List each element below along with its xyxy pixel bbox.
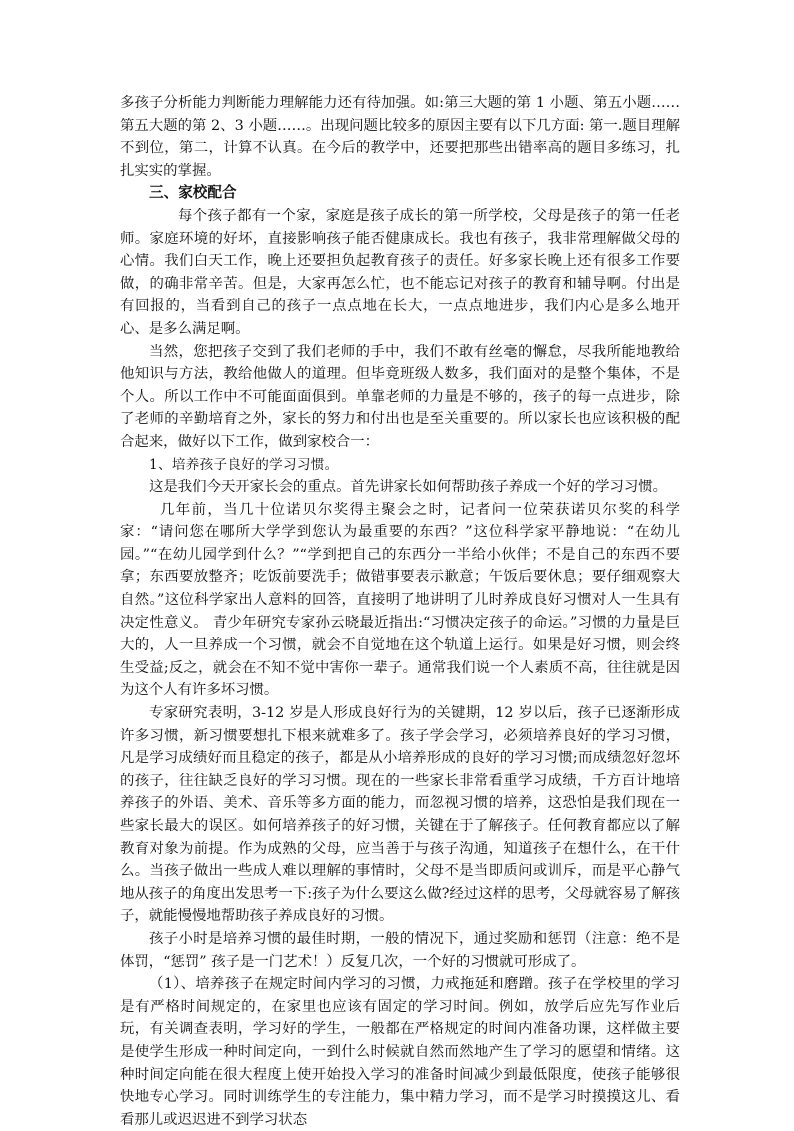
paragraph-meeting-focus: 这是我们今天开家长会的重点。首先讲家长如何帮助孩子养成一个好的学习习惯。 (149, 479, 668, 496)
paragraph-best-period: 孩子小时是培养习惯的最佳时期，一般的情况下，通过奖励和惩罚（注意：绝不是体罚，“惩罚” 孩子是一门艺术！）反复几次，一个好的习惯就可形成了。 (120, 930, 680, 970)
paragraph-nobel-story: 几年前，当几十位诺贝尔奖得主聚会之时，记者问一位荣获诺贝尔奖的科学家：“请问您在哪所大学学到您认为最重要的东西？”这位科学家平静地说：“在幼儿园。”“在幼儿园学到什么？”“学到把自己的东西分一半给小伙伴；不是自己的东西不要拿；东西要放整齐；吃饭前要洗手；做错事要表示歉意；午饭后要休息；要仔细观察大自然。”这位科学家出人意料的回答，直接明了地讲明了儿时养成良好习惯对人一生具有决定性意义。 青少年研究专家孙云晓最近指出:“习惯决定孩子的命运。”习惯的力量是巨大的，人一旦养成一个习惯，就会不自觉地在这个轨道上运行。如果是好习惯，则会终生受益;反之，就会在不知不觉中害你一辈子。通常我们说一个人素质不高，往往就是因为这个人有许多坏习惯。 (120, 501, 680, 699)
subheading-study-habits: 1、培养孩子良好的学习习惯。 (149, 456, 339, 473)
section-heading-home-school: 三、家校配合 (149, 184, 237, 202)
paragraph-analysis-summary: 多孩子分析能力判断能力理解能力还有待加强。如:第三大题的第 1 小题、第五小题……第五大题的第 2、3 小题……。出现问题比较多的原因主要有以下几方面: 第一.题目理解不到位，第二，计算不认真。在今后的教学中，还要把那些出错率高的题目多练习，扎扎实实的掌握。 (120, 95, 680, 179)
document-body (120, 92, 680, 1131)
paragraph-expert-research: 专家研究表明，3-12 岁是人形成良好行为的关键期，12 岁以后，孩子已逐渐形成许多习惯，新习惯要想扎下根来就难多了。孩子学会学习，必须培养良好的学习习惯，凡是学习成绩好而且稳定的孩子，都是从小培养形成的良好的学习习惯;而成绩忽好忽坏的孩子，往往缺乏良好的学习习惯。现在的一些家长非常看重学习成绩，千方百计地培养孩子的外语、美术、音乐等多方面的能力，而忽视习惯的培养，这恐怕是我们现在一些家长最大的误区。如何培养孩子的好习惯，关键在于了解孩子。任何教育都应以了解教育对象为前提。作为成熟的父母，应当善于与孩子沟通，知道孩子在想什么，在干什么。当孩子做出一些成人难以理解的事情时，父母不是当即质问或训斥，而是平心静气地从孩子的角度出发思考一下:孩子为什么要这么做?经过这样的思考，父母就容易了解孩子，就能慢慢地帮助孩子养成良好的习惯。 (120, 705, 680, 925)
paragraph-time-habit: （1）、培养孩子在规定时间内学习的习惯，力戒拖延和磨蹭。孩子在学校里的学习是有严格时间规定的，在家里也应该有固定的学习时间。例如，放学后应先写作业后玩，有关调查表明，学习好的学生，一般都在严格规定的时间内准备功课，这样做主要是使学生形成一种时间定向，一到什么时候就自然而然地产生了学习的愿望和情绪。这种时间定向能在很大程度上使开始投入学习的准备时间减少到最低限度，使孩子能够很快地专心学习。同时训练学生的专注能力，集中精力学习，而不是学习时摸摸这儿、看看那儿或迟迟进不到学习状态 (120, 976, 680, 1128)
paragraph-teacher-parent-cooperation: 当然，您把孩子交到了我们老师的手中，我们不敢有丝毫的懈怠，尽我所能地教给他知识与方法，教给他做人的道理。但毕竟班级人数多，我们面对的是整个集体，不是个人。所以工作中不可能面面俱到。单靠老师的力量是不够的，孩子的每一点进步，除了老师的辛勤培育之外，家长的努力和付出也是至关重要的。所以家长也应该积极的配合起来，做好以下工作，做到家校合一： (120, 343, 680, 450)
paragraph-family-role: 每个孩子都有一个家，家庭是孩子成长的第一所学校，父母是孩子的第一任老师。家庭环境的好坏，直接影响孩子能否健康成长。我也有孩子，我非常理解做父母的心情。我们白天工作，晚上还要担负起教育孩子的责任。好多家长晚上还有很多工作要做，的确非常辛苦。但是，大家再怎么忙，也不能忘记对孩子的教育和辅导啊。付出是有回报的，当看到自己的孩子一点点地在长大，一点点地进步，我们内心是多么地开心、是多么满足啊。 (120, 207, 680, 337)
